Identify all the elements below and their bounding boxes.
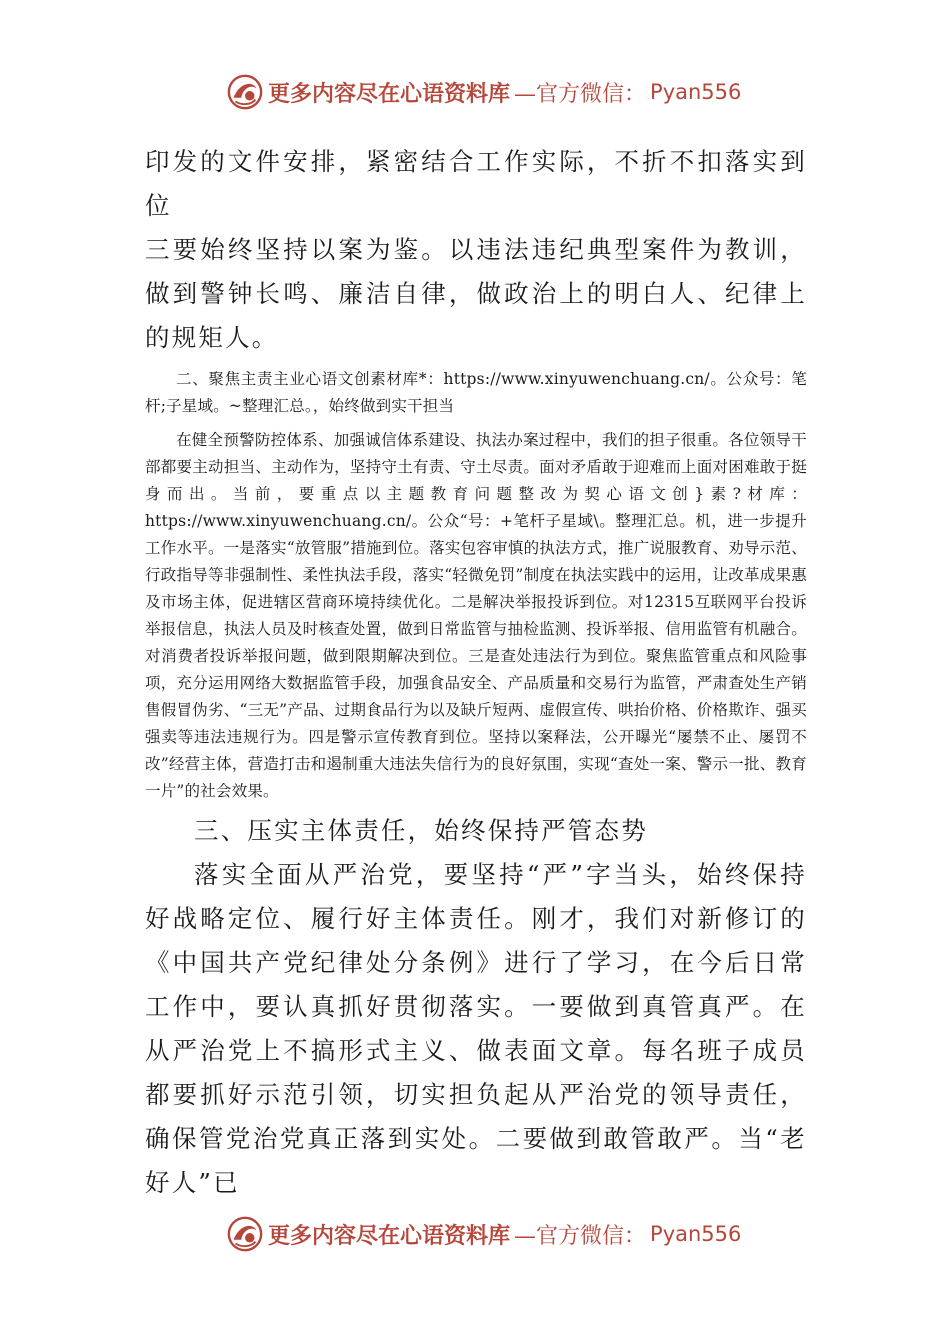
banner-title: 更多内容尽在心语资料库 [268,1222,511,1249]
document-body [145,140,807,1205]
banner-separator: —官方微信： [514,1223,647,1249]
paragraph-continuation: 印发的文件安排，紧密结合工作实际，不折不扣落实到位 [145,147,807,220]
swirl-logo-icon [226,73,264,111]
swirl-logo-icon [226,1215,264,1253]
section-heading-3: 三、压实主体责任，始终保持严管态势 [194,816,648,845]
paragraph-section-3: 落实全面从严治党，要坚持“严”字当头，始终保持好战略定位、履行好主体责任。刚才，我们对新修订的《中国共产党纪律处分条例》进行了学习，在今后日常工作中，要认真抓好贯彻落实。一要做到真管真严。在从严治党上不搞形式主义、做表面文章。每名班子成员都要抓好示范引领，切实担负起从严治党的领导责任，确保管党治党真正落到实处。二要做到敢管敢严。当“老好人”已 [145,860,807,1197]
banner-wechat-id: Pyan556 [650,80,742,104]
footer-banner [226,1212,741,1256]
banner-wechat-id: Pyan556 [650,1222,742,1246]
header-banner [226,70,741,114]
banner-title: 更多内容尽在心语资料库 [268,80,511,107]
section-heading-2: 二、聚焦主责主业心语文创素材库*：https://www.xinyuwenchuang.cn/。公众号：笔杆;子星域。~整理汇总。，始终做到实干担当 [145,370,807,415]
paragraph-third-point: 三要始终坚持以案为鉴。以违法违纪典型案件为教训，做到警钟长鸣、廉洁自律，做政治上的明白人、纪律上的规矩人。 [145,235,807,352]
banner-separator: —官方微信： [514,81,647,107]
paragraph-section-2: 在健全预警防控体系、加强诚信体系建设、执法办案过程中，我们的担子很重。各位领导干部都要主动担当、主动作为，坚持守土有责、守土尽责。面对矛盾敢于迎难而上面对困难敢于挺身而出。当前，要重点以主题教育问题整改为契心语文创}素?材库：https://www.xinyuwenchuang.cn/。公众“号：+笔杆子星域\。整理汇总。机，进一步提升工作水平。一是落实“放管服”措施到位。落实包容审慎的执法方式，推广说服教育、劝导示范、行政指导等非强制性、柔性执法手段，落实“轻微免罚”制度在执法实践中的运用，让改革成果惠及市场主体，促进辖区营商环境持续优化。二是解决举报投诉到位。对12315互联网平台投诉举报信息，执法人员及时核查处置，做到日常监管与抽检监测、投诉举报、信用监管有机融合。对消费者投诉举报问题，做到限期解决到位。三是查处违法行为到位。聚焦监管重点和风险事项，充分运用网络大数据监管手段，加强食品安全、产品质量和交易行为监管，严肃查处生产销售假冒伪劣、“三无”产品、过期食品行为以及缺斤短两、虚假宣传、哄抬价格、价格欺诈、强买强卖等违法违规行为。四是警示宣传教育到位。坚持以案释法，公开曝光“屡禁不止、屡罚不改”经营主体，营造打击和遏制重大违法失信行为的良好氛围，实现“查处一案、警示一批、教育一片”的社会效果。 [145,431,807,800]
